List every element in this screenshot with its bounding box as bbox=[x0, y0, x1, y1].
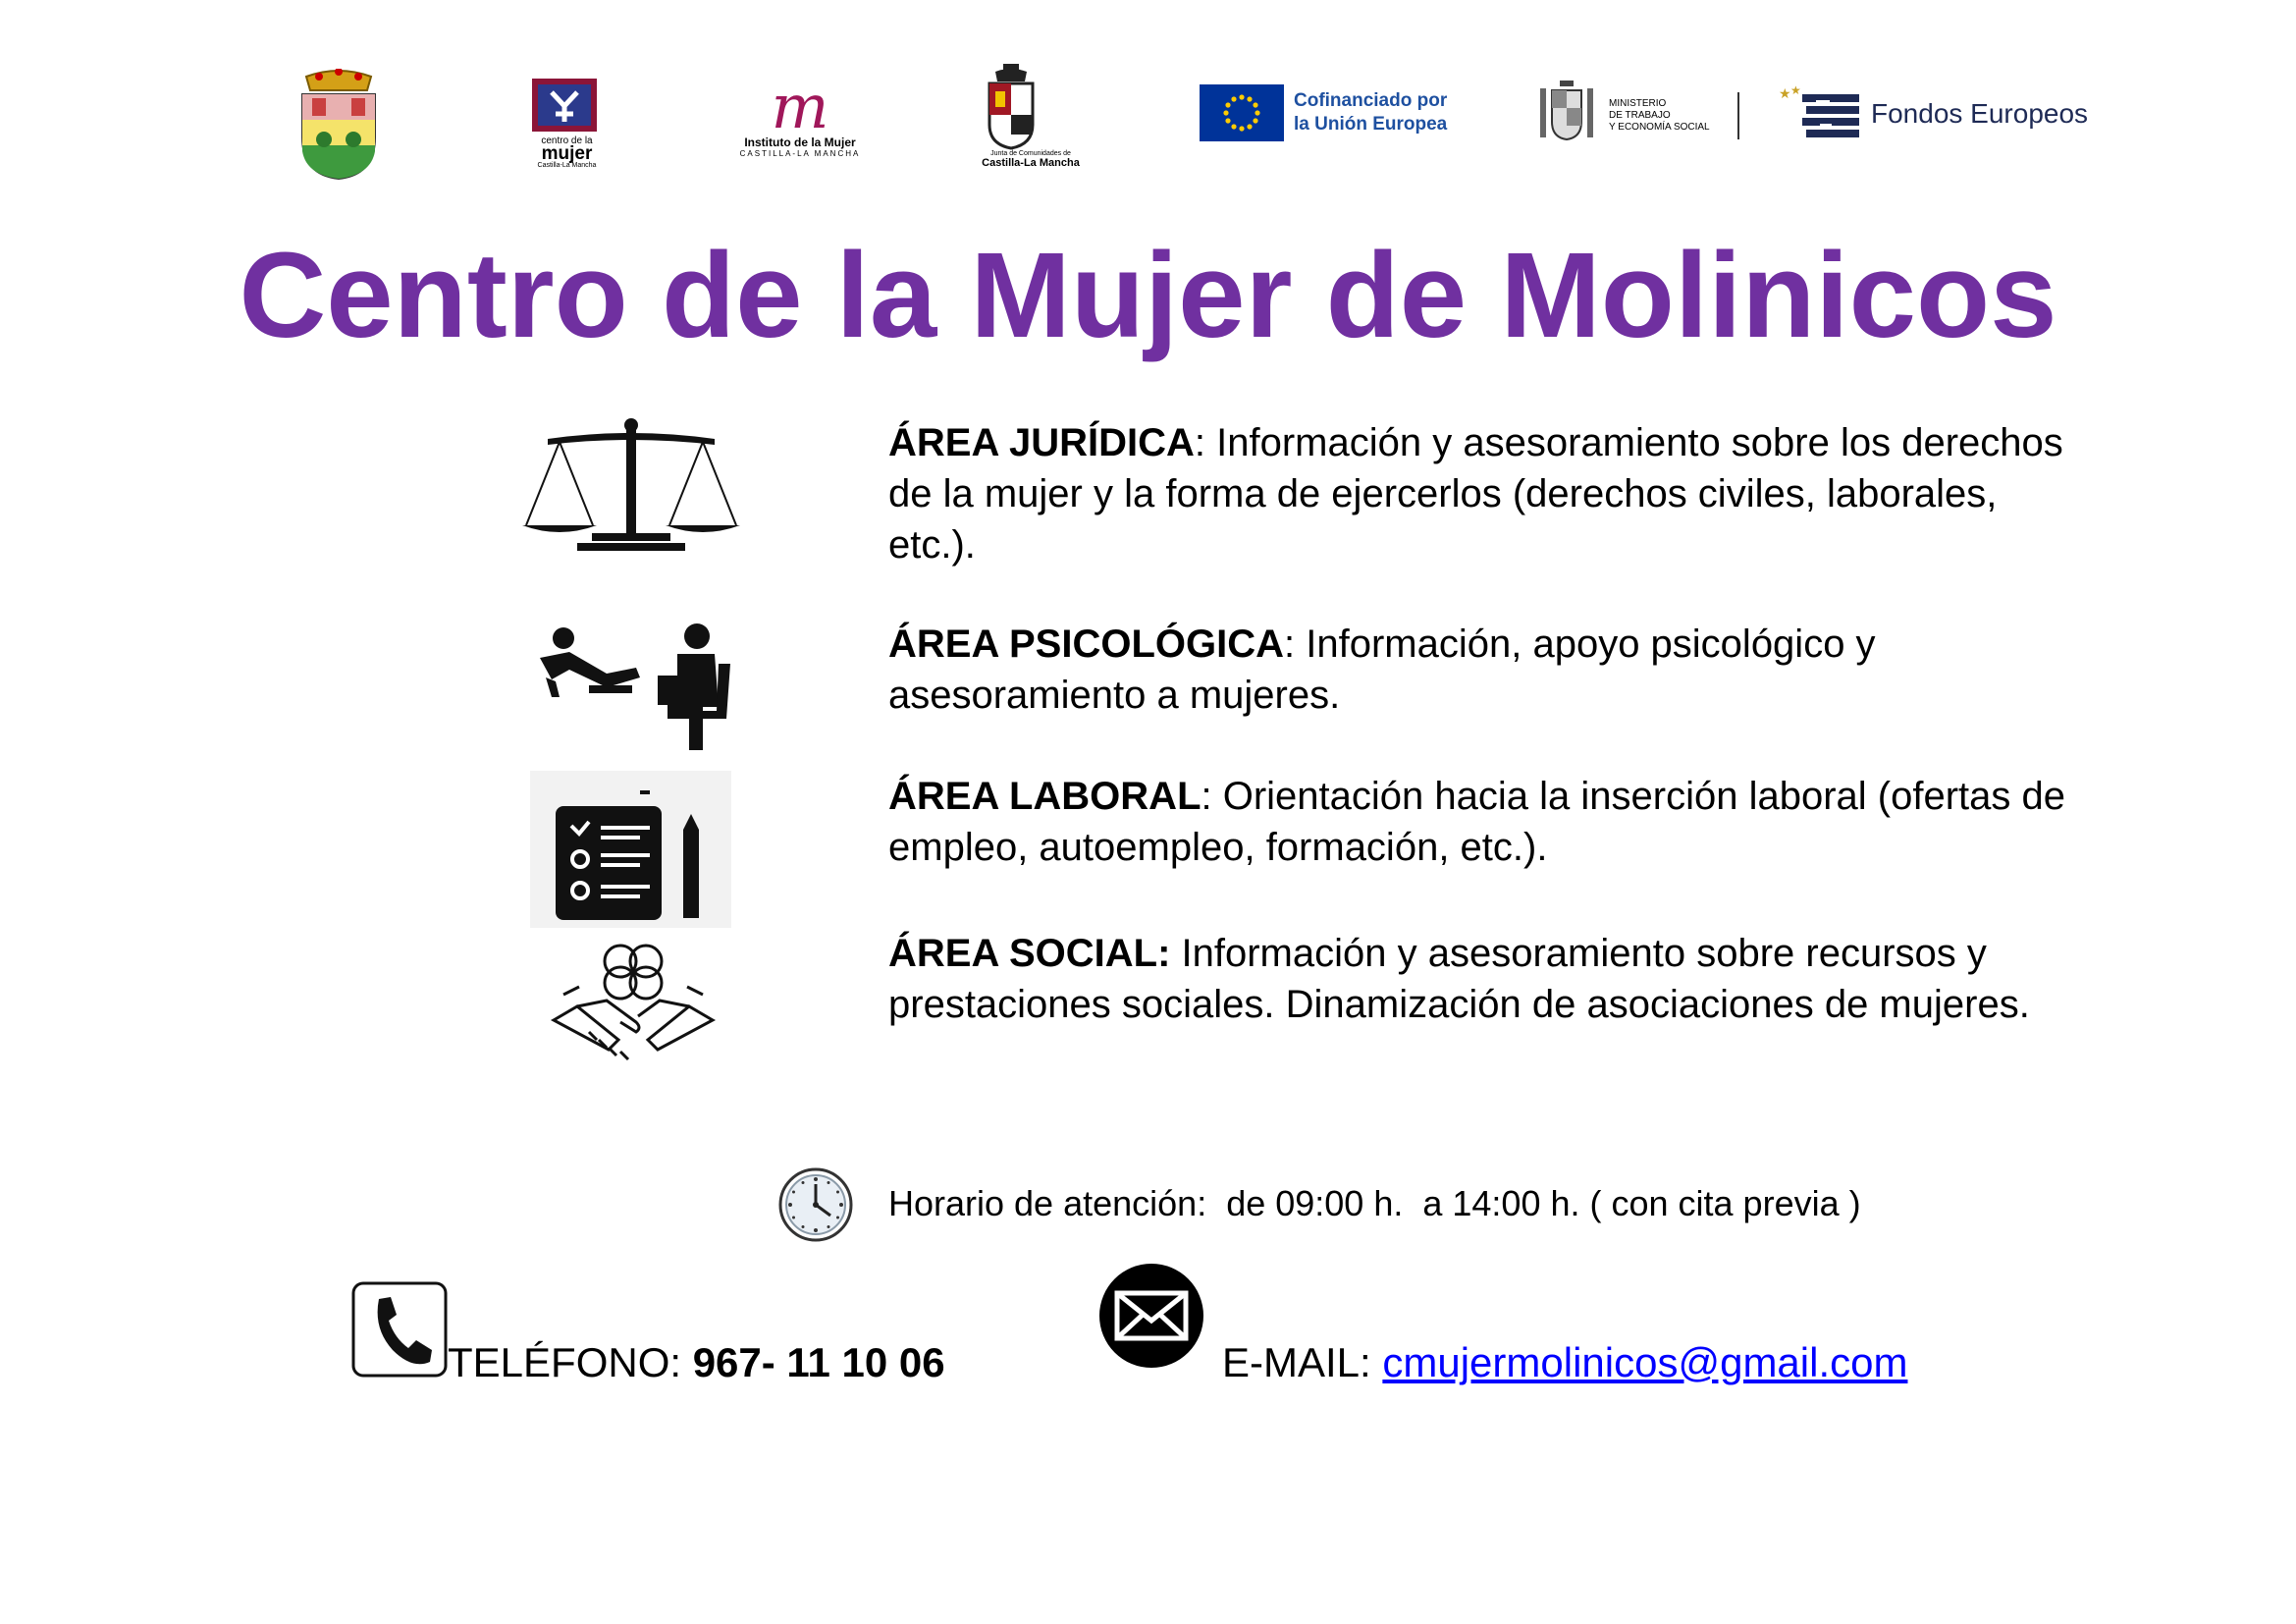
checklist-pencil-icon bbox=[530, 771, 731, 933]
ministerio-trabajo-logo bbox=[1536, 79, 1747, 145]
area-laboral-heading: ÁREA LABORAL bbox=[888, 775, 1201, 818]
centro-mujer-logo-line1: centro de la bbox=[541, 135, 593, 146]
ministerio-logo-line3: Y ECONOMÍA SOCIAL bbox=[1609, 122, 1710, 133]
svg-text:★: ★ bbox=[1790, 84, 1801, 97]
area-social-text: Información y asesoramiento sobre recursos y prestaciones sociales. Dinamización de asociaciones de mujeres. bbox=[888, 932, 2030, 1026]
area-juridica-text: Información y asesoramiento sobre los derechos de la mujer y la forma de ejercerlos (derechos civiles, laborales, etc.). bbox=[888, 421, 2063, 567]
scales-of-justice-icon bbox=[518, 417, 744, 560]
eu-cofinanced-logo bbox=[1200, 84, 1484, 143]
junta-castilla-la-mancha-logo bbox=[982, 64, 1080, 169]
area-social-heading: ÁREA SOCIAL: bbox=[888, 932, 1171, 975]
phone-label: TELÉFONO: bbox=[448, 1339, 693, 1385]
phone-contact bbox=[448, 1339, 945, 1385]
eu-logo-line2: la Unión Europea bbox=[1294, 114, 1448, 135]
instituto-logo-line2: CASTILLA-LA MANCHA bbox=[739, 149, 861, 158]
email-link[interactable]: cmujermolinicos@gmail.com bbox=[1382, 1339, 1908, 1385]
fondos-logo-text: Fondos Europeos bbox=[1871, 98, 2089, 129]
area-juridica-heading: ÁREA JURÍDICA bbox=[888, 421, 1195, 464]
area-laboral bbox=[888, 771, 2066, 873]
psychologist-session-icon bbox=[530, 617, 731, 757]
envelope-icon bbox=[1097, 1262, 1205, 1375]
centro-mujer-logo-line2: mujer bbox=[541, 143, 593, 164]
im-monogram: m bbox=[771, 71, 829, 142]
centro-mujer-logo-line3: Castilla-La Mancha bbox=[537, 162, 597, 169]
centro-de-la-mujer-logo bbox=[530, 77, 604, 169]
phone-icon bbox=[351, 1281, 448, 1382]
junta-logo-line2: Castilla-La Mancha bbox=[982, 157, 1080, 169]
instituto-logo-line1: Instituto de la Mujer bbox=[744, 135, 856, 149]
area-psicologica-separator: : bbox=[1284, 623, 1296, 666]
area-psicologica bbox=[888, 619, 2066, 721]
handshake-community-icon bbox=[550, 938, 717, 1080]
schedule-text: Horario de atención: de 09:00 h. a 14:00 h. ( con cita previa ) bbox=[888, 1183, 1861, 1223]
ministerio-logo-line2: DE TRABAJO bbox=[1609, 110, 1671, 121]
instituto-de-la-mujer-logo bbox=[731, 71, 869, 158]
clock-icon bbox=[777, 1166, 854, 1248]
area-psicologica-text: Información, apoyo psicológico y asesoramiento a mujeres. bbox=[888, 623, 1876, 717]
ayuntamiento-molinicos-crest bbox=[294, 69, 383, 182]
fondos-europeos-logo bbox=[1777, 84, 2096, 143]
phone-number[interactable]: 967- 11 10 06 bbox=[692, 1339, 945, 1385]
ministerio-divider bbox=[1737, 92, 1739, 139]
svg-text:★: ★ bbox=[1779, 86, 1791, 102]
area-psicologica-heading: ÁREA PSICOLÓGICA bbox=[888, 623, 1284, 666]
page-title: Centro de la Mujer de Molinicos bbox=[239, 229, 2057, 363]
area-laboral-text: Orientación hacia la inserción laboral (ofertas de empleo, autoempleo, formación, etc.). bbox=[888, 775, 2065, 869]
junta-logo-line1: Junta de Comunidades de bbox=[990, 150, 1071, 157]
area-juridica-separator: : bbox=[1194, 421, 1205, 464]
eu-logo-line1: Cofinanciado por bbox=[1294, 90, 1448, 111]
email-label: E-MAIL: bbox=[1222, 1339, 1383, 1385]
area-social bbox=[888, 928, 2066, 1030]
ministerio-logo-line1: MINISTERIO bbox=[1609, 98, 1667, 109]
area-laboral-separator: : bbox=[1201, 775, 1212, 818]
email-contact bbox=[1222, 1339, 1908, 1385]
area-juridica bbox=[888, 417, 2066, 570]
